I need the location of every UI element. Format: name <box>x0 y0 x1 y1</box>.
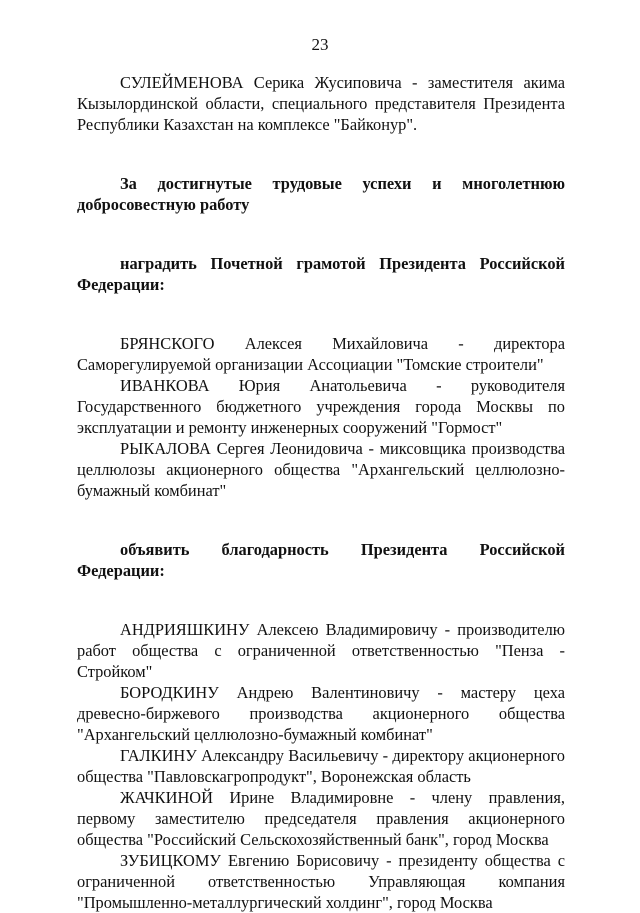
paragraph-suleimenova: СУЛЕЙМЕНОВА Серика Жусиповича - заместителя акима Кызылординской области, специального представителя Президента Республики Казахстан на комплексе "Байконур". <box>77 73 565 134</box>
spacer <box>77 501 565 539</box>
paragraph-zhachkinoy: ЖАЧКИНОЙ Ирине Владимировне - члену правления, первому заместителю председателя правления акционерного общества "Российский Сельскохозяйственный банк", город Москва <box>77 788 565 849</box>
spacer <box>77 295 565 333</box>
heading-nagradit: наградить Почетной грамотой Президента Российской Федерации: <box>77 254 565 294</box>
spacer <box>77 135 565 173</box>
page-number: 23 <box>311 35 329 54</box>
heading-obyavit: объявить благодарность Президента Российской Федерации: <box>77 540 565 580</box>
paragraph-andriyashkinu: АНДРИЯШКИНУ Алексею Владимировичу - производителю работ общества с ограниченной ответственностью "Пенза - Стройком" <box>77 620 565 681</box>
spacer <box>77 215 565 253</box>
paragraph-ivankova: ИВАНКОВА Юрия Анатольевича - руководителя Государственного бюджетного учреждения города Москвы по эксплуатации и ремонту инженерных сооружений "Гормост" <box>77 376 565 437</box>
paragraph-rykalova: РЫКАЛОВА Сергея Леонидовича - миксовщика производства целлюлозы акционерного общества "Архангельский целлюлозно-бумажный комбинат" <box>77 439 565 500</box>
paragraph-bryanskogo: БРЯНСКОГО Алексея Михайловича - директора Саморегулируемой организации Ассоциации "Томские строители" <box>77 334 565 374</box>
spacer <box>77 581 565 619</box>
document-body <box>77 72 565 913</box>
paragraph-zubitskomu: ЗУБИЦКОМУ Евгению Борисовичу - президенту общества с ограниченной ответственностью Управляющая компания "Промышленно-металлургический холдинг", город Москва <box>77 851 565 912</box>
heading-za-dostignutye: За достигнутые трудовые успехи и многолетнюю добросовестную работу <box>77 174 565 214</box>
paragraph-borodkinu: БОРОДКИНУ Андрею Валентиновичу - мастеру цеха древесно-биржевого производства акционерного общества "Архангельский целлюлозно-бумажный комбинат" <box>77 683 565 744</box>
paragraph-galkinu: ГАЛКИНУ Александру Васильевичу - директору акционерного общества "Павловскагропродукт", Воронежская область <box>77 746 565 786</box>
